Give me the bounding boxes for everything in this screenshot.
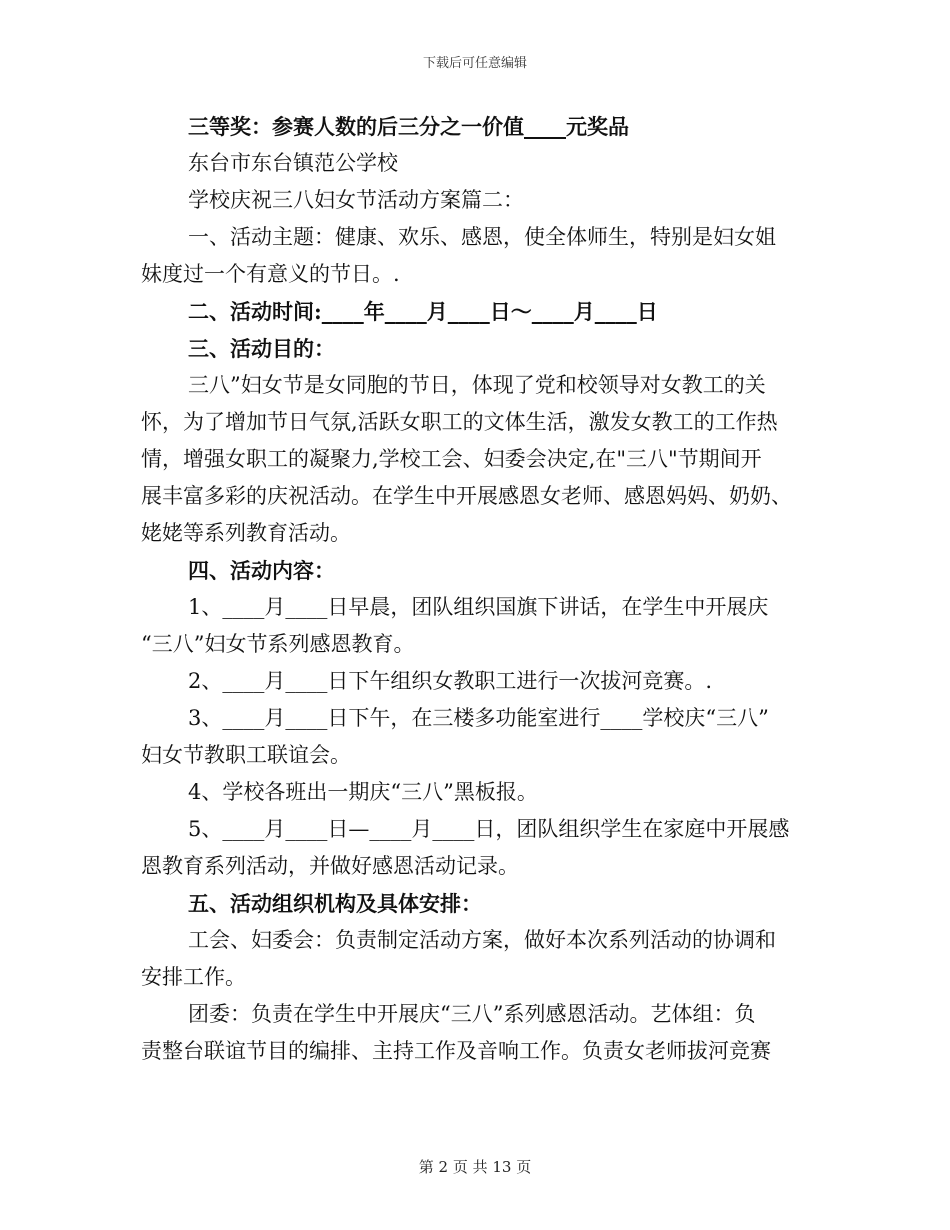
content-item-4: 4、学校各班出一期庆“三八”黑板报。 (188, 780, 538, 804)
page-number-footer: 第 2 页 共 13 页 (418, 1158, 532, 1176)
section-3-para-line: 情，增强女职工的凝聚力,学校工会、妇委会决定,在"三八"节期间开 (141, 447, 762, 471)
section-3-heading: 三、活动目的： (188, 336, 335, 361)
section-5-heading: 五、活动组织机构及具体安排： (188, 891, 482, 916)
page-header-note: 下载后可任意编辑 (422, 56, 527, 71)
section-3-para-line: 姥姥等系列教育活动。 (141, 521, 351, 545)
content-item-3-cont: 妇女节教职工联谊会。 (141, 743, 351, 767)
content-item-3: 3、____月____日下午，在三楼多功能室进行____学校庆“三八” (188, 706, 769, 730)
content-item-5: 5、____月____日—____月____日，团队组织学生在家庭中开展感 (188, 817, 790, 841)
section-3-para-line: 三八”妇女节是女同胞的节日，体现了党和校领导对女教工的关 (188, 373, 766, 397)
plan-title-two: 学校庆祝三八妇女节活动方案篇二： (188, 188, 524, 212)
content-item-1-cont: “三八”妇女节系列感恩教育。 (141, 632, 415, 656)
section-1-theme-cont: 妹度过一个有意义的节日。. (141, 262, 400, 286)
content-item-2: 2、____月____日下午组织女教职工进行一次拔河竞赛。. (188, 669, 713, 693)
school-name: 东台市东台镇范公学校 (188, 151, 398, 175)
org-league-line: 团委：负责在学生中开展庆“三八”系列感恩活动。艺体组：负 (188, 1002, 756, 1026)
award-third-prize: 三等奖：参赛人数的后三分之一价值____元奖品 (188, 114, 629, 139)
section-3-para-line: 怀，为了增加节日气氛,活跃女职工的文体生活，激发女教工的工作热 (141, 410, 778, 434)
org-league-line-cont: 责整台联谊节目的编排、主持工作及音响工作。负责女老师拔河竞赛 (141, 1039, 771, 1063)
section-2-time: 二、活动时间:____年____月____日～____月____日 (188, 299, 658, 324)
content-item-5-cont: 恩教育系列活动，并做好感恩活动记录。 (141, 854, 519, 878)
content-item-1: 1、____月____日早晨，团队组织国旗下讲话，在学生中开展庆 (188, 595, 769, 619)
section-3-para-line: 展丰富多彩的庆祝活动。在学生中开展感恩女老师、感恩妈妈、奶奶、 (141, 484, 792, 508)
org-union-line-cont: 安排工作。 (141, 965, 246, 989)
document-body (141, 108, 811, 1070)
section-4-heading: 四、活动内容： (188, 558, 335, 583)
section-1-theme: 一、活动主题：健康、欢乐、感恩，使全体师生，特别是妇女姐 (188, 225, 776, 249)
org-union-line: 工会、妇委会：负责制定活动方案，做好本次系列活动的协调和 (188, 928, 776, 952)
